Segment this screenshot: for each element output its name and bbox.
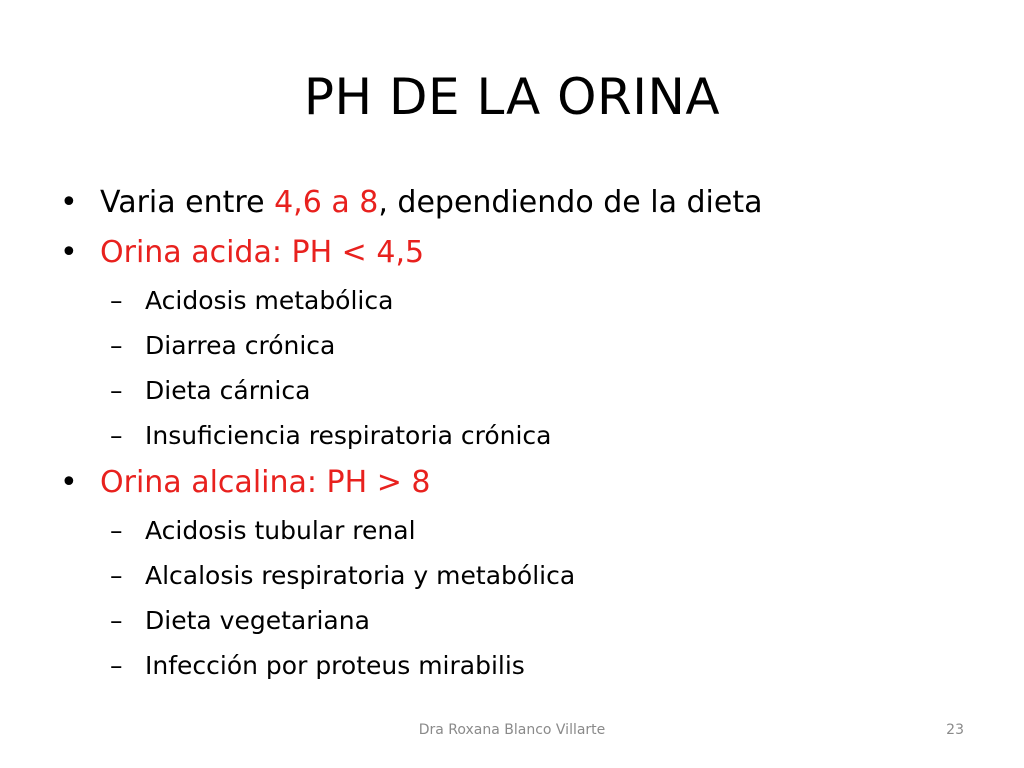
- sub-item: [60, 368, 990, 413]
- bullet-icon: •: [60, 185, 78, 220]
- dash-icon: –: [110, 421, 123, 450]
- dash-icon: –: [110, 651, 123, 680]
- sub-item: [60, 323, 990, 368]
- sub-item: [60, 413, 990, 458]
- sub-item-text: Alcalosis respiratoria y metabólica: [145, 561, 576, 590]
- bullet-label: Orina acida: PH < 4,5: [100, 235, 425, 270]
- bullet-ph-range: [60, 178, 990, 228]
- slide-title: PH DE LA ORINA: [303, 68, 721, 126]
- sub-item: [60, 508, 990, 553]
- bullet-acid-urine: [60, 228, 990, 278]
- dash-icon: –: [110, 516, 123, 545]
- sub-item-text: Acidosis metabólica: [145, 286, 394, 315]
- dash-icon: –: [110, 331, 123, 360]
- bullet-text-part1: Varia entre: [100, 185, 275, 220]
- dash-icon: –: [110, 286, 123, 315]
- page-number: 23: [946, 722, 964, 738]
- dash-icon: –: [110, 561, 123, 590]
- dash-icon: –: [110, 376, 123, 405]
- bullet-text-part3: , dependiendo de la dieta: [378, 185, 763, 220]
- bullet-icon: •: [60, 465, 78, 500]
- dash-icon: –: [110, 606, 123, 635]
- bullet-icon: •: [60, 235, 78, 270]
- bullet-alkaline-urine: [60, 458, 990, 508]
- sub-item: [60, 598, 990, 643]
- footer-author: Dra Roxana Blanco Villarte: [418, 722, 606, 738]
- sub-item-text: Insuficiencia respiratoria crónica: [145, 421, 552, 450]
- sub-item-text: Dieta cárnica: [145, 376, 311, 405]
- sub-item: [60, 553, 990, 598]
- sub-item-text: Diarrea crónica: [145, 331, 336, 360]
- bullet-text-range: 4,6 a 8: [274, 185, 379, 220]
- sub-item-text: Infección por proteus mirabilis: [145, 651, 525, 680]
- sub-item: [60, 643, 990, 688]
- sub-item-text: Dieta vegetariana: [145, 606, 370, 635]
- bullet-label: Orina alcalina: PH > 8: [100, 465, 431, 500]
- sub-item: [60, 278, 990, 323]
- sub-item-text: Acidosis tubular renal: [145, 516, 416, 545]
- slide-content: [60, 178, 990, 688]
